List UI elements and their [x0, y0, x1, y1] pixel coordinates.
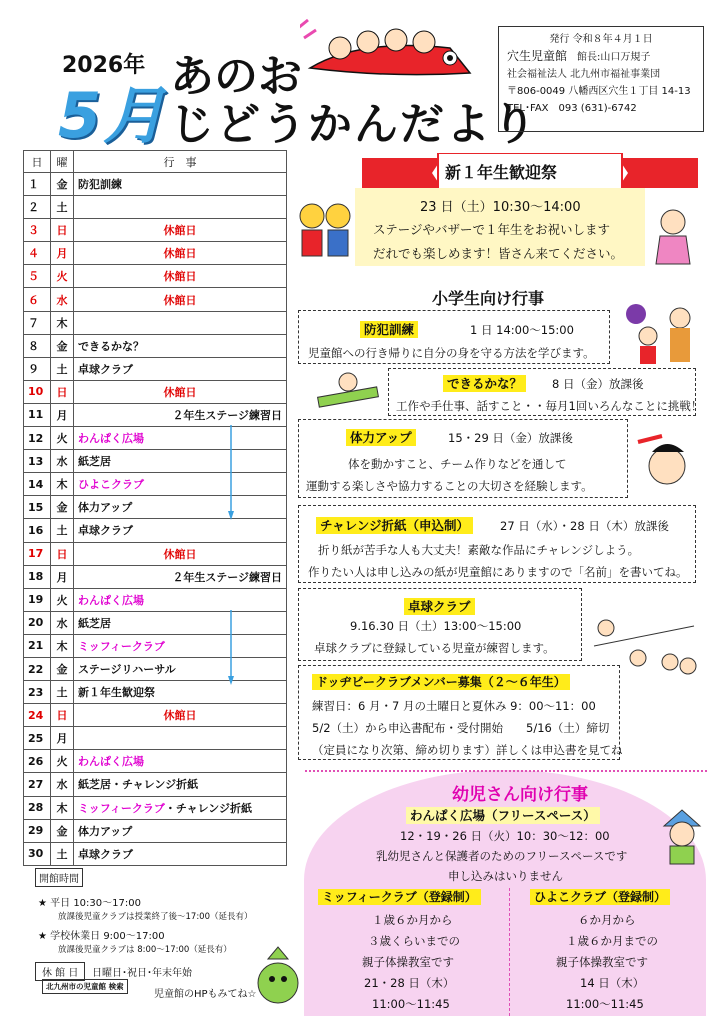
wanpaku-desc1: 乳幼児さんと保護者のためのフリースペースです	[376, 849, 628, 863]
organization: 社会福祉法人 北九州市福祉事業団	[507, 69, 661, 80]
col-event: 行 事	[74, 151, 287, 173]
calendar-row	[24, 173, 287, 196]
safety-walk-illustration	[618, 300, 704, 366]
calendar-row	[24, 819, 287, 842]
calendar-weekday: 金	[51, 173, 74, 196]
calendar-weekday: 土	[51, 357, 74, 380]
calendar-weekday: 金	[51, 657, 74, 680]
calendar-day: 19	[24, 588, 51, 611]
calendar-weekday: 水	[51, 450, 74, 473]
calendar-weekday: 月	[51, 403, 74, 426]
calendar-day: ４	[24, 242, 51, 265]
miffy-title: ミッフィークラブ（登録制）	[318, 888, 481, 905]
calendar-weekday: 火	[51, 265, 74, 288]
calendar-event: 休館日	[74, 288, 287, 311]
closed-days-label: 休 館 日	[35, 962, 85, 981]
calendar-row	[24, 681, 287, 704]
origami-desc2: 作りたい人は申し込みの紙が児童館にありますので「名前」を書いてね。	[308, 565, 688, 579]
calendar-row	[24, 519, 287, 542]
calendar-row	[24, 427, 287, 450]
calendar-day: 12	[24, 427, 51, 450]
calendar-header-row	[24, 151, 287, 173]
calendar-row	[24, 219, 287, 242]
calendar-event: 休館日	[74, 704, 287, 727]
calendar-event	[74, 311, 287, 334]
calendar-weekday: 火	[51, 427, 74, 450]
phone-fax: TEL･FAX 093 (631)-6742	[507, 103, 637, 114]
calendar-weekday: 日	[51, 704, 74, 727]
welcome-festival-title: 新１年生歓迎祭	[445, 163, 558, 182]
hours-heading: 開館時間	[35, 868, 83, 887]
welcome-festival-desc1: ステージやバザーで１年生をお祝いします	[373, 222, 611, 237]
calendar-event: 休館日	[74, 380, 287, 403]
calendar-event: 休館日	[74, 265, 287, 288]
wanpaku-desc2: 申し込みはいりません	[448, 869, 563, 883]
issue-date: 発行 令和８年４月１日	[549, 34, 653, 45]
dekiru-time: 8 日（金）放課後	[552, 377, 644, 391]
wanpaku-title: わんぱく広場（フリースペース）	[406, 806, 600, 824]
hiyoko-line3: 親子体操教室です	[556, 955, 648, 969]
calendar-day: ７	[24, 311, 51, 334]
calendar-row	[24, 657, 287, 680]
calendar-weekday: 水	[51, 611, 74, 634]
hiyoko-line2: １歳６か月までの	[566, 934, 658, 948]
range-arrow-icon	[228, 610, 234, 685]
calendar-row	[24, 380, 287, 403]
calendar-weekday: 月	[51, 565, 74, 588]
col-day: 日	[24, 151, 51, 173]
calendar-day: １	[24, 173, 51, 196]
calendar-row	[24, 496, 287, 519]
calendar-weekday: 水	[51, 288, 74, 311]
calendar-weekday: 木	[51, 473, 74, 496]
calendar-day: ５	[24, 265, 51, 288]
calendar-event: 体力アップ	[74, 819, 287, 842]
welcome-festival-desc2: だれでも楽しめます！皆さん来てください。	[373, 246, 624, 261]
calendar-row	[24, 242, 287, 265]
calendar-row	[24, 588, 287, 611]
welcome-festival-time: 23 日（土）10:30～14:00	[420, 200, 581, 215]
calendar-weekday: 日	[51, 542, 74, 565]
calendar-event: 紙芝居	[74, 450, 287, 473]
calendar-row	[24, 634, 287, 657]
calendar-event: できるかな？	[74, 334, 287, 357]
dodge-name: ドッヂビークラブメンバー募集（２～６年生）	[312, 673, 570, 690]
calendar-row	[24, 611, 287, 634]
calendar-event: わんぱく広場	[74, 750, 287, 773]
calendar-event	[74, 727, 287, 750]
calendar-row	[24, 796, 287, 819]
kids-events-title: 幼児さん向け行事	[452, 785, 588, 805]
calendar-weekday: 木	[51, 311, 74, 334]
calendar-event: わんぱく広場	[74, 427, 287, 450]
bouhan-desc: 児童館への行き帰りに自分の身を守る方法を学びます。	[308, 346, 595, 360]
calendar-day: 27	[24, 773, 51, 796]
calendar-weekday: 日	[51, 380, 74, 403]
holiday-hours: ★ 学校休業日 9:00～17:00	[38, 931, 165, 942]
calendar-event: 新１年生歓迎祭	[74, 681, 287, 704]
tairyoku-desc2: 運動する楽しさや協力することの大切さを経験します。	[306, 479, 593, 493]
school-events-title: 小学生向け行事	[432, 289, 545, 308]
calendar-day: 29	[24, 819, 51, 842]
calendar-row	[24, 704, 287, 727]
child-with-microphone-illustration	[648, 206, 698, 268]
calendar-weekday: 水	[51, 773, 74, 796]
issue-year: 2026年	[62, 53, 146, 78]
bouhan-time: 1 日 14:00～15:00	[470, 323, 574, 337]
calendar-weekday: 土	[51, 519, 74, 542]
director-name: 館長:山口万規子	[577, 52, 651, 63]
calendar-row	[24, 842, 287, 865]
calendar-weekday: 月	[51, 727, 74, 750]
calendar-weekday: 火	[51, 588, 74, 611]
calendar-row	[24, 403, 287, 426]
calendar-row	[24, 265, 287, 288]
event-part-rest: ・チャレンジ折紙	[164, 801, 253, 815]
origami-name: チャレンジ折紙（申込制）	[316, 516, 473, 534]
calendar-day: 21	[24, 634, 51, 657]
kids-column-divider	[509, 888, 510, 1016]
calendar-weekday: 土	[51, 681, 74, 704]
calendar-event: 紙芝居・チャレンジ折紙	[74, 773, 287, 796]
calendar-day: 30	[24, 842, 51, 865]
calendar-day: ６	[24, 288, 51, 311]
mascot-illustration	[250, 945, 305, 1007]
calendar-day: 18	[24, 565, 51, 588]
calendar-day: 17	[24, 542, 51, 565]
calendar-day: 15	[24, 496, 51, 519]
takkyu-desc: 卓球クラブに登録している児童が練習します。	[314, 641, 555, 655]
facility-name: 穴生児童館	[507, 49, 568, 63]
calendar-weekday: 木	[51, 796, 74, 819]
calendar-day: 10	[24, 380, 51, 403]
calendar-row	[24, 311, 287, 334]
calendar-day: 26	[24, 750, 51, 773]
issue-month: 5月	[58, 79, 168, 152]
calendar-event: 休館日	[74, 242, 287, 265]
calendar-row	[24, 334, 287, 357]
calendar-row	[24, 750, 287, 773]
calendar-row	[24, 773, 287, 796]
origami-time: 27 日（水）・28 日（木）放課後	[500, 519, 669, 533]
dodge-line1: 練習日：6 月・7 月の土曜日と夏休み 9：00～11：00	[312, 699, 596, 713]
bouhan-name: 防犯訓練	[360, 320, 418, 338]
hiyoko-line5: 11:00～11:45	[566, 997, 644, 1011]
calendar-event: 卓球クラブ	[74, 519, 287, 542]
calendar-event: ミッフィークラブ	[74, 634, 287, 657]
col-weekday: 曜	[51, 151, 74, 173]
event-calendar	[23, 150, 287, 866]
calendar-event	[74, 796, 287, 819]
tairyoku-name: 体力アップ	[346, 428, 416, 446]
calendar-day: ３	[24, 219, 51, 242]
calendar-event: ２年生ステージ練習日	[74, 403, 287, 426]
calendar-row	[24, 542, 287, 565]
event-part-pink: ミッフィークラブ	[78, 801, 165, 815]
calendar-weekday: 土	[51, 842, 74, 865]
calendar-weekday: 土	[51, 196, 74, 219]
calendar-event: 紙芝居	[74, 611, 287, 634]
pencil-rider-illustration	[314, 368, 382, 418]
kids-section-divider	[305, 770, 707, 772]
dodge-line2: 5/2（土）から申込書配布・受付開始 5/16（土）締切	[312, 721, 610, 735]
closed-days: 日曜日･祝日･年末年始	[92, 968, 192, 979]
calendar-event: ２年生ステージ練習日	[74, 565, 287, 588]
calendar-day: 11	[24, 403, 51, 426]
calendar-day: 13	[24, 450, 51, 473]
calendar-row	[24, 565, 287, 588]
holiday-club-hours: 放課後児童クラブは 8:00～17:00（延長有）	[58, 945, 232, 955]
calendar-day: 24	[24, 704, 51, 727]
calendar-event: 休館日	[74, 219, 287, 242]
calendar-weekday: 日	[51, 219, 74, 242]
calendar-event: ステージリハーサル	[74, 657, 287, 680]
miffy-line3: 親子体操教室です	[362, 955, 454, 969]
wanpaku-time: 12・19・26 日（火）10：30～12：00	[400, 829, 610, 843]
calendar-weekday: 金	[51, 496, 74, 519]
takkyu-time: 9.16.30 日（土）13:00～15:00	[350, 619, 522, 633]
tairyoku-time: 15・29 日（金）放課後	[448, 431, 573, 445]
calendar-day: 23	[24, 681, 51, 704]
miffy-line2: ３歳くらいまでの	[368, 934, 460, 948]
calendar-row	[24, 357, 287, 380]
title-line1: あのお	[170, 51, 302, 102]
dodge-line3: （定員になり次第、締め切ります）詳しくは申込書を見てね	[312, 743, 623, 757]
calendar-day: 16	[24, 519, 51, 542]
takkyu-name: 卓球クラブ	[404, 597, 475, 615]
calendar-row	[24, 727, 287, 750]
calendar-day: ２	[24, 196, 51, 219]
calendar-day: ９	[24, 357, 51, 380]
hiyoko-line4: 14 日（木）	[580, 976, 645, 990]
calendar-event: わんぱく広場	[74, 588, 287, 611]
calendar-day: ８	[24, 334, 51, 357]
calendar-event: 防犯訓練	[74, 173, 287, 196]
calendar-weekday: 木	[51, 634, 74, 657]
calendar-event	[74, 196, 287, 219]
first-graders-illustration	[292, 196, 358, 262]
toddler-illustration	[656, 808, 708, 866]
calendar-event: 卓球クラブ	[74, 357, 287, 380]
calendar-day: 14	[24, 473, 51, 496]
tairyoku-desc1: 体を動かすこと、チーム作りなどを通して	[348, 457, 567, 471]
calendar-day: 20	[24, 611, 51, 634]
calendar-row	[24, 196, 287, 219]
calendar-row	[24, 450, 287, 473]
calendar-weekday: 月	[51, 242, 74, 265]
calendar-row	[24, 473, 287, 496]
calendar-event: ひよこクラブ	[74, 473, 287, 496]
miffy-line5: 11:00～11:45	[372, 997, 450, 1011]
calendar-day: 22	[24, 657, 51, 680]
weekday-club-hours: 放課後児童クラブは授業終了後～17:00（延長有）	[58, 912, 253, 922]
carp-streamer-illustration	[300, 18, 480, 86]
cheering-child-illustration	[632, 432, 702, 494]
title-line2: じどうかんだより	[170, 99, 538, 150]
calendar-event: 休館日	[74, 542, 287, 565]
calendar-event: 卓球クラブ	[74, 842, 287, 865]
calendar-event: 体力アップ	[74, 496, 287, 519]
calendar-weekday: 火	[51, 750, 74, 773]
publisher-info-box	[498, 26, 704, 132]
calendar-weekday: 金	[51, 334, 74, 357]
homepage-note: 児童館のHPもみてね☆	[154, 989, 257, 1000]
dekiru-name: できるかな？	[443, 374, 526, 392]
range-arrow-icon	[228, 425, 234, 520]
hiyoko-title: ひよこクラブ（登録制）	[530, 888, 670, 905]
weekday-hours: ★ 平日 10:30～17:00	[38, 898, 141, 909]
dekiru-desc: 工作や手仕事、話すこと・・毎月1回いろんなことに挑戦！	[396, 399, 703, 413]
miffy-line4: 21・28 日（木）	[364, 976, 455, 990]
calendar-weekday: 金	[51, 819, 74, 842]
web-search-banner[interactable]: 北九州市の児童館 検索	[42, 979, 128, 994]
calendar-day: 28	[24, 796, 51, 819]
hiyoko-line1: ６か月から	[578, 913, 636, 927]
calendar-row	[24, 288, 287, 311]
origami-desc1: 折り紙が苦手な人も大丈夫！素敵な作品にチャレンジしよう。	[318, 543, 640, 557]
calendar-day: 25	[24, 727, 51, 750]
address: 〒806-0049 八幡西区穴生１丁目 14-13	[507, 86, 691, 97]
miffy-line1: １歳６か月から	[372, 913, 453, 927]
